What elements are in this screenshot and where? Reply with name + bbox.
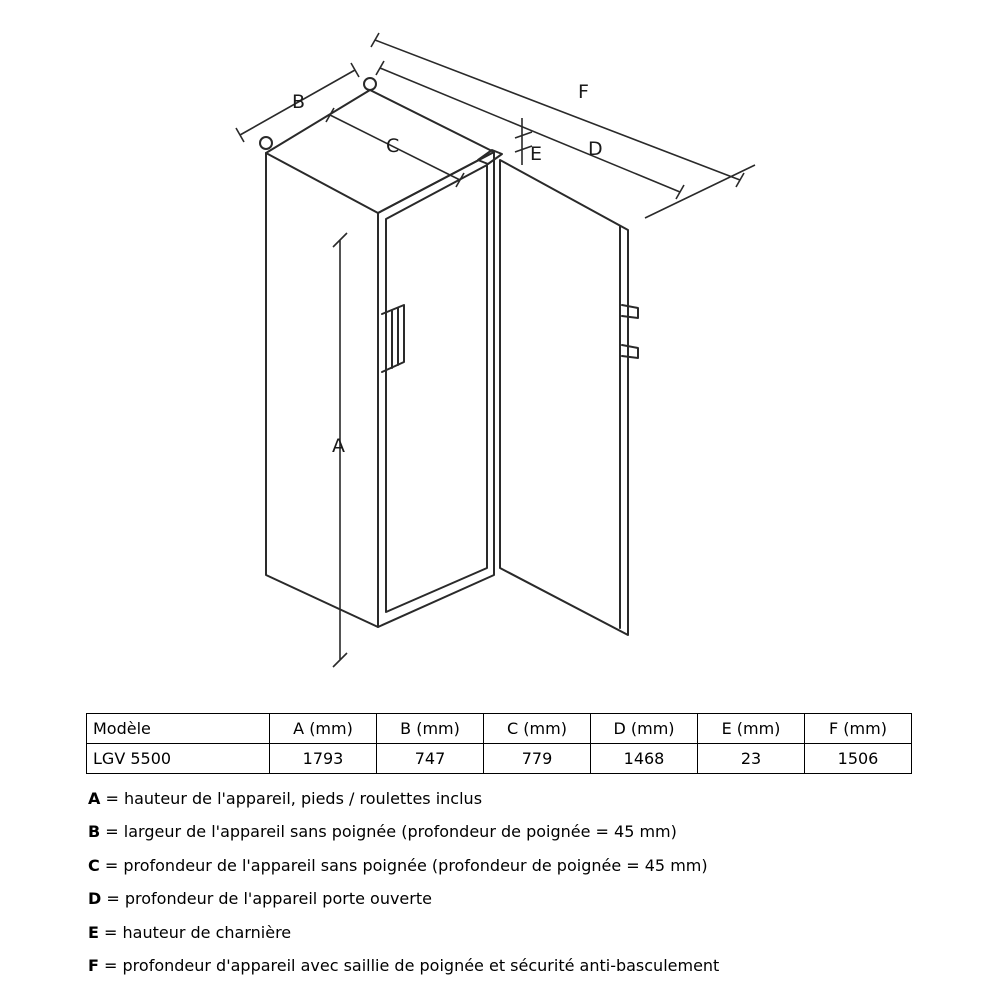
legend-item	[88, 885, 719, 918]
dimension-legend	[88, 785, 719, 985]
legend-key: D	[88, 889, 102, 909]
label-b: B	[292, 91, 306, 113]
legend-text: = hauteur de l'appareil, pieds / roulettes inclus	[100, 789, 483, 808]
header-e: E (mm)	[698, 714, 805, 744]
header-a: A (mm)	[270, 714, 377, 744]
open-door-handle	[622, 305, 638, 358]
label-e: E	[530, 143, 543, 165]
front-door	[378, 152, 494, 627]
header-d: D (mm)	[591, 714, 698, 744]
front-door-inner-edge	[386, 165, 487, 612]
header-b: B (mm)	[377, 714, 484, 744]
legend-text: = profondeur de l'appareil sans poignée (profondeur de poignée = 45 mm)	[99, 855, 708, 875]
label-d: D	[588, 138, 603, 160]
label-c: C	[386, 135, 400, 157]
open-door	[500, 160, 628, 635]
legend-text: = profondeur d'appareil avec saillie de poignée et sécurité anti-basculement	[98, 955, 720, 975]
legend-text: = profondeur de l'appareil porte ouverte	[101, 889, 432, 909]
cell-model: LGV 5500	[87, 744, 270, 774]
cell-d: 1468	[591, 744, 698, 774]
legend-item	[88, 952, 719, 985]
header-model: Modèle	[87, 714, 270, 744]
legend-key: E	[88, 922, 99, 942]
legend-item	[88, 785, 719, 818]
table-header-row	[87, 714, 912, 744]
header-c: C (mm)	[484, 714, 591, 744]
legend-text: = largeur de l'appareil sans poignée (profondeur de poignée = 45 mm)	[100, 822, 677, 842]
header-f: F (mm)	[805, 714, 912, 744]
legend-item	[88, 919, 719, 952]
label-a: A	[332, 435, 345, 457]
legend-item	[88, 852, 719, 885]
dimension-f-line	[371, 33, 755, 218]
dimensions-table	[86, 713, 912, 774]
cell-a: 1793	[270, 744, 377, 774]
cell-c: 779	[484, 744, 591, 774]
cell-b: 747	[377, 744, 484, 774]
legend-text: = hauteur de charnière	[98, 922, 292, 942]
legend-key: A	[88, 789, 101, 808]
anti-tilt-foot-right	[364, 78, 376, 90]
cabinet-side-panel	[266, 153, 378, 627]
label-f: F	[578, 81, 589, 103]
legend-key: F	[88, 955, 99, 975]
table-row	[87, 744, 912, 774]
top-hinge	[478, 150, 502, 164]
legend-item	[88, 818, 719, 851]
legend-key: B	[88, 822, 101, 842]
dimension-d-line	[376, 61, 684, 199]
anti-tilt-foot-left	[260, 137, 272, 149]
legend-key: C	[88, 855, 100, 875]
cell-f: 1506	[805, 744, 912, 774]
cell-e: 23	[698, 744, 805, 774]
